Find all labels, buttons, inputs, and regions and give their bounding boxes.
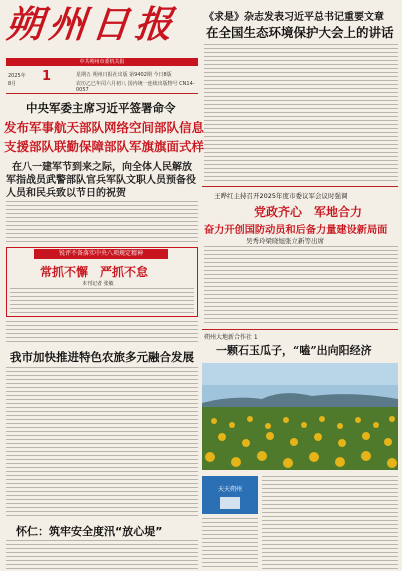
lead-subhead-1: 在八一建军节到来之际，向全体人民解放	[12, 162, 192, 173]
right-mid-subhead: 吴秀玲梁晓旭张立新等出席	[246, 237, 324, 245]
issue-info: 星期五 朔州日报社出版 第9402期 今日8版	[76, 72, 172, 78]
promo-label: 天天朔州	[217, 486, 242, 493]
promo-badge[interactable]	[202, 476, 258, 514]
lead-subhead-2: 军指战员武警部队官兵军队文职人员预备役	[6, 175, 196, 186]
issue-day: 1	[42, 69, 52, 84]
date-block	[6, 69, 198, 91]
tourism-headline: 我市加快推进特色农旅多元融合发展	[10, 350, 194, 364]
sunflower-field-photo	[202, 363, 398, 470]
top-right-kicker: 《求是》杂志发表习近平总书记重要文章	[204, 12, 384, 23]
feature-series: 朔州大地新合作社 1	[204, 334, 258, 341]
divider	[202, 329, 398, 330]
issue-year: 2025年	[8, 73, 26, 79]
body-text	[10, 288, 194, 314]
divider	[6, 93, 198, 94]
body-text	[262, 476, 398, 570]
lead-subhead-3: 人员和民兵致以节日的祝贺	[6, 188, 126, 199]
divider	[202, 186, 398, 187]
body-text	[6, 540, 198, 570]
masthead-title: 朔州日报	[3, 2, 181, 46]
lead-headline-2: 发布军事航天部队网络空间部队信息	[4, 120, 205, 135]
right-mid-headline-1: 党政齐心 军地合力	[254, 205, 363, 219]
right-mid-headline-2: 奋力开创国防动员和后备力量建设新局面	[204, 225, 388, 236]
right-mid-kicker: 王晔红主持召开2025年度市委议军会议时强调	[214, 192, 348, 200]
commentary-tag: 锐评不备落实中央八项规定精神	[34, 249, 168, 259]
body-text	[202, 518, 258, 570]
body-text	[6, 321, 198, 345]
body-text	[6, 201, 198, 243]
issue-month: 8月	[8, 81, 17, 87]
body-text	[6, 367, 198, 519]
lead-headline-1: 中央军委主席习近平签署命令	[26, 101, 176, 115]
party-banner: 中共朔州市委机关报	[6, 58, 198, 66]
huairen-headline: 怀仁：筑牢安全度汛“放心堤”	[16, 525, 163, 538]
body-text	[204, 44, 398, 184]
top-right-headline: 在全国生态环境保护大会上的讲话	[206, 25, 394, 40]
body-text	[204, 246, 398, 326]
lead-headline-3: 支援部队联勤保障部队军旗旗面式样	[4, 139, 205, 154]
commentary-byline: 本刊记者 张敏	[82, 281, 114, 287]
commentary-headline: 常抓不懈 严抓不怠	[40, 265, 149, 279]
qr-code-icon	[220, 497, 240, 509]
feature-headline: 一颗石玉瓜子，“嗑”出向阳经济	[216, 344, 372, 357]
issue-lunar: 农历乙巳年闰六月初八 国内统一连续出版物号 CN14-0057	[76, 81, 195, 93]
